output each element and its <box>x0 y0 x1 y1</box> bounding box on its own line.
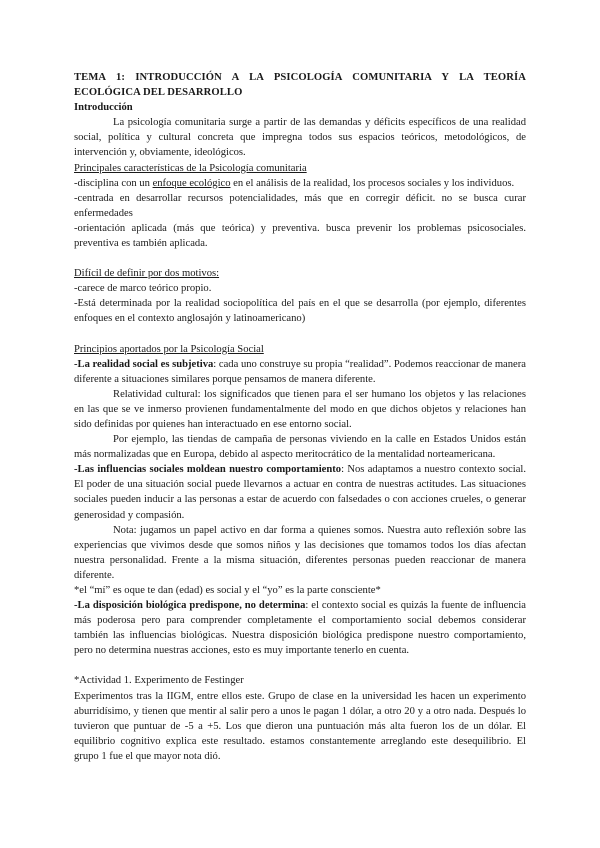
principle-3-text: : el contexto social es quizás la fuente de influencia más poderosa pero para comprender completamente el comportamiento social debemos considerar también las influencias biológicas. Nuestra disposición biológica predispone nuestro comportamiento, pero no determina nuestras acciones, esto es muy importante tenerlo en cuenta. <box>74 600 526 657</box>
difficult-item-1: -carece de marco teórico propio. <box>74 283 212 295</box>
principle-3 <box>74 598 526 658</box>
principle-2-text: : Nos adaptamos a nuestro contexto social. El poder de una situación social puede llevarnos a actuar en contra de nuestras actitudes. Las situaciones sociales pueden inducir a las personas a estar de acuerdo con falsedades o con acciones crueles, o generar generosidad y compasión. <box>74 464 526 521</box>
activity-paragraph: Experimentos tras la IIGM, entre ellos este. Grupo de clase en la universidad les hacen un experimento aburridísimo, y tienen que mentir al salir pero a unos le pagan 1 dólar, a otro 20 y a otro nada. Después lo tuvieron que puntuar de -5 a +5. Los que dieron una puntuación más alta fueron los de un dólar. El equilibrio cognitivo explica este resultado. estamos constantemente arreglando este desequilibrio. El grupo 1 fue el que mayor nota dió. <box>74 690 526 762</box>
characteristics-heading: Principales características de la Psicología comunitaria <box>74 162 307 174</box>
principle-1 <box>74 357 526 387</box>
activity-heading: *Actividad 1. Experimento de Festinger <box>74 675 244 687</box>
characteristics-item-1 <box>74 176 526 191</box>
principle-1-text: : cada uno construye su propia “realidad”. Podemos reaccionar de manera diferente a situaciones similares porque pensamos de manera diferente. <box>74 358 526 385</box>
document-title: TEMA 1: INTRODUCCIÓN A LA PSICOLOGÍA COMUNITARIA Y LA TEORÍA ECOLÓGICA DEL DESARROLLO <box>74 72 526 99</box>
principle-3-title: -La disposición biológica predispone, no determina <box>74 600 306 612</box>
document-page <box>74 70 526 764</box>
difficult-item-2: -Está determinada por la realidad sociopolítica del país en el que se desarrolla (por ejemplo, diferentes enfoques en el contexto anglosajón y latinoamericano) <box>74 298 526 325</box>
principle-1-title: -La realidad social es subjetiva <box>74 358 214 370</box>
principle-2 <box>74 462 526 522</box>
cultural-relativity-paragraph: Relatividad cultural: los significados que tienen para el ser humano los objetos y las relaciones en las que se ve inmerso provienen fundamentalmente del modo en que dichos objetos y relaciones han sido definidas por quienes han interactuado en ese entorno social. <box>74 388 526 430</box>
spacer <box>74 658 526 673</box>
characteristics-item-1-post: en el análisis de la realidad, los procesos sociales y los individuos. <box>230 177 515 189</box>
spacer <box>74 251 526 266</box>
example-paragraph: Por ejemplo, las tiendas de campaña de personas viviendo en la calle en Estados Unidos están más normalizadas que en Europa, debido al aspecto meritocrático de la mentalidad norteamericana. <box>74 434 526 461</box>
star-note: *el “mí” es oque te dan (edad) es social y el “yo” es la parte consciente* <box>74 585 381 596</box>
characteristics-item-1-pre: -disciplina con un <box>74 177 153 189</box>
ecological-approach-link[interactable]: enfoque ecológico <box>152 177 231 189</box>
difficult-heading: Difícil de definir por dos motivos: <box>74 268 220 280</box>
principles-heading: Principios aportados por la Psicología Social <box>74 343 264 355</box>
note-paragraph: Nota: jugamos un papel activo en dar forma a quienes somos. Nuestra auto reflexión sobre las experiencias que vivimos desde que somos niños y las decisiones que tomamos todos los días afectan nuestra personalidad. Frente a la misma situación, diferentes personas pueden reaccionar de manera diferente. <box>74 524 526 581</box>
characteristics-item-3: -orientación aplicada (más que teórica) y preventiva. busca prevenir los problemas psicosociales. preventiva es también aplicada. <box>74 222 526 250</box>
spacer <box>74 327 526 342</box>
characteristics-item-2: -centrada en desarrollar recursos potencialidades, más que en corregir déficit. no se busca curar enfermedades <box>74 192 526 219</box>
intro-heading: Introducción <box>74 102 133 114</box>
principle-2-title: -Las influencias sociales moldean nuestro comportamiento <box>74 464 342 476</box>
intro-paragraph: La psicología comunitaria surge a partir de las demandas y déficits específicos de una realidad social, política y cultural concreta que impregna todos sus espacios teóricos, metodológicos, de intervención y, obviamente, ideológicos. <box>74 117 526 159</box>
